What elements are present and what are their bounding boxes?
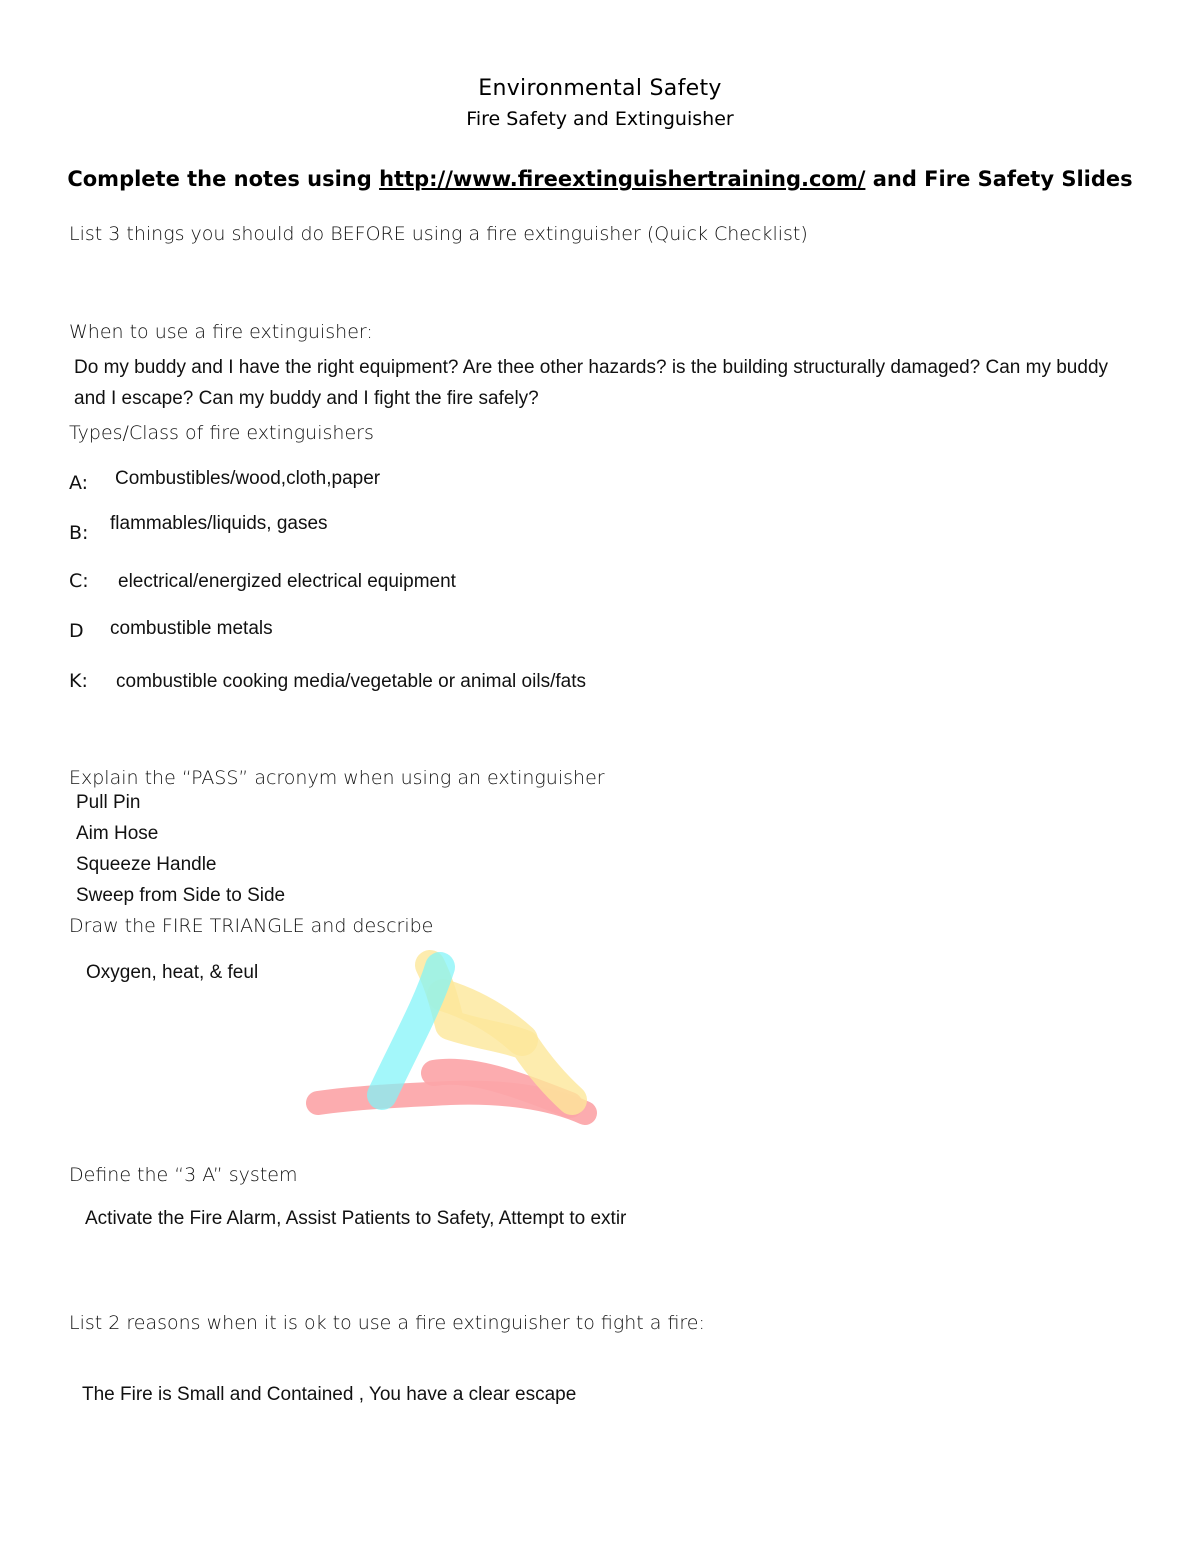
three-a-answer: Activate the Fire Alarm, Assist Patients to Safety, Attempt to extir xyxy=(85,1208,627,1229)
before-checklist-question: List 3 things you should do BEFORE using a fire extinguisher (Quick Checklist) xyxy=(69,223,808,245)
when-to-use-answer-line-1: Do my buddy and I have the right equipment? Are thee other hazards? is the building structurally damaged? Can my buddy xyxy=(74,357,1109,378)
types-question: Types/Class of fire extinguishers xyxy=(69,422,374,444)
pass-step-sweep: Sweep from Side to Side xyxy=(76,885,286,906)
reasons-answer: The Fire is Small and Contained , You have a clear escape xyxy=(82,1384,577,1405)
three-a-question: Define the “3 A” system xyxy=(69,1164,298,1186)
pass-step-squeeze: Squeeze Handle xyxy=(76,854,217,875)
instruction-suffix: and Fire Safety Slides xyxy=(865,167,1133,191)
when-to-use-question: When to use a fire extinguisher: xyxy=(69,321,373,343)
class-a-answer: Combustibles/wood,cloth,paper xyxy=(115,468,381,489)
fire-triangle-answer: Oxygen, heat, & feul xyxy=(86,962,259,983)
class-k-answer: combustible cooking media/vegetable or animal oils/fats xyxy=(116,671,586,692)
fire-triangle-drawing xyxy=(300,945,610,1135)
when-to-use-answer-line-2: and I escape? Can my buddy and I fight the fire safely? xyxy=(74,388,539,409)
pass-step-aim: Aim Hose xyxy=(76,823,159,844)
training-link[interactable]: http://www.fireextinguishertraining.com/ xyxy=(379,167,866,191)
pass-question: Explain the “PASS” acronym when using an extinguisher xyxy=(69,767,605,789)
class-b-label: B: xyxy=(69,522,89,544)
instruction-prefix: Complete the notes using xyxy=(67,167,380,191)
page-subtitle: Fire Safety and Extinguisher xyxy=(466,108,734,130)
reasons-question: List 2 reasons when it is ok to use a fire extinguisher to fight a fire: xyxy=(69,1312,705,1334)
class-b-answer: flammables/liquids, gases xyxy=(110,513,328,534)
class-a-label: A: xyxy=(69,472,89,494)
class-d-label: D xyxy=(69,620,84,642)
page-title: Environmental Safety xyxy=(478,76,722,101)
class-c-answer: electrical/energized electrical equipment xyxy=(118,571,456,592)
pass-step-pull: Pull Pin xyxy=(76,792,141,813)
class-c-label: C: xyxy=(69,570,89,592)
fire-triangle-question: Draw the FIRE TRIANGLE and describe xyxy=(69,915,434,937)
instruction-line xyxy=(0,169,1200,190)
class-k-label: K: xyxy=(69,670,88,692)
class-d-answer: combustible metals xyxy=(110,618,273,639)
